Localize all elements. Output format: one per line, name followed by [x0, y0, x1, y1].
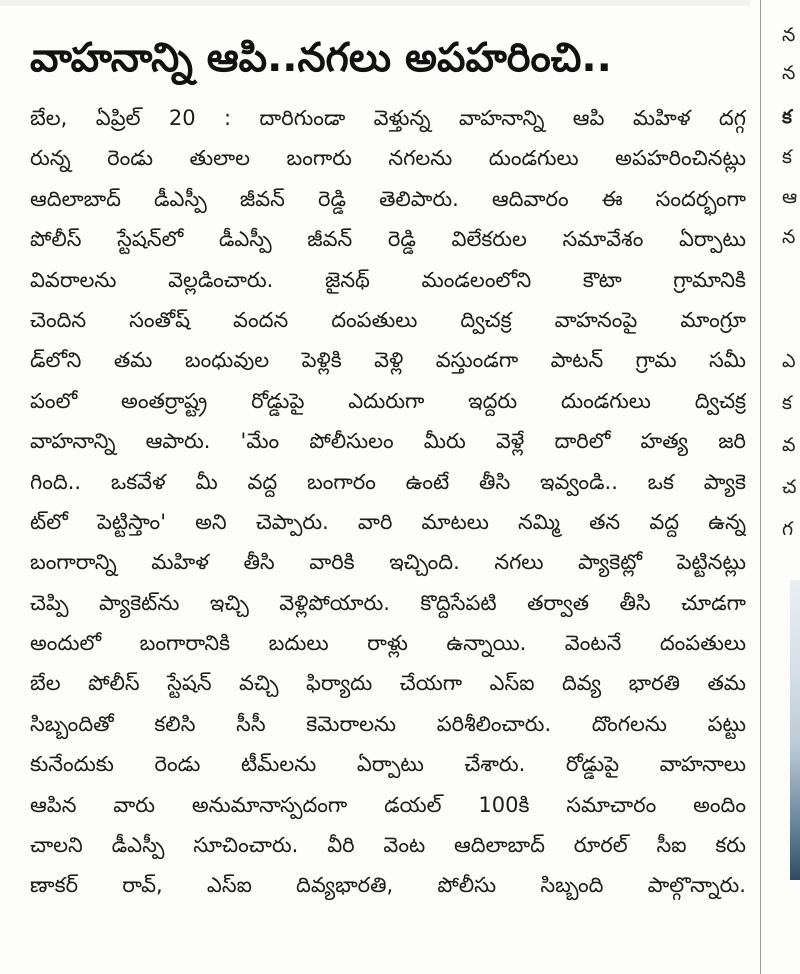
adjacent-text-fragment: వ	[782, 434, 796, 456]
adjacent-text-fragment: చ	[782, 476, 797, 498]
adjacent-text-fragment: న	[782, 24, 796, 46]
article-line: అందులో బంగారానికి బదులు రాళ్లు ఉన్నాయి. వెంటనే దంపతులు	[30, 631, 746, 656]
article-line: రున్న రెండు తులాల బంగారు నగలను దుండగులు అపహరించినట్లు	[30, 146, 746, 171]
article-line: సిబ్బందితో కలిసి సీసీ కెమెరాలను పరిశీలించారు. దొంగలను పట్టు	[30, 711, 746, 736]
adjacent-article-column	[766, 0, 800, 974]
article-body	[30, 98, 746, 906]
article-line: బేల పోలీస్ స్టేషన్ వచ్చి ఫిర్యాదు చేయగా ఎస్ఐ దివ్య భారతి తమ	[30, 671, 746, 696]
article-line: ఆపిన వారు అనుమానాస్పదంగా డయల్ 100కి సమాచారం అందిం	[30, 792, 746, 817]
article-headline: వాహనాన్ని ఆపి..నగలు అపహరించి..	[30, 35, 612, 81]
article-column	[22, 0, 750, 974]
adjacent-text-fragment: గ	[782, 518, 794, 540]
article-line: ట్‌లో పెట్టిస్తాం' అని చెప్పారు. వారి మాటలు నమ్మి తన వద్ద ఉన్న	[30, 509, 746, 534]
column-divider	[760, 0, 761, 974]
adjacent-text-fragment: క	[782, 106, 792, 128]
article-line: చాలని డీఎస్పీ సూచించారు. వీరి వెంట ఆదిలాబాద్ రూరల్ సీఐ కరు	[30, 833, 746, 858]
article-line: బంగారాన్ని మహిళ తీసి వారికి ఇచ్చింది. నగలు ప్యాకెట్లో పెట్టినట్లు	[30, 550, 746, 575]
adjacent-text-fragment: న	[782, 62, 796, 84]
adjacent-text-fragment: ఆ	[782, 186, 798, 208]
article-line: చెప్పి ప్యాకెట్‌ను ఇచ్చి వెళ్లిపోయారు. కొద్దిసేపటి తర్వాత తీసి చూడగా	[30, 590, 746, 615]
article-line: వివరాలను వెల్లడించారు. జైనథ్ మండలంలోని కౌటా గ్రామానికి	[30, 267, 746, 292]
article-line: చెందిన సంతోష్ వందన దంపతులు ద్విచక్ర వాహనంపై మాంగ్రూ	[30, 307, 746, 332]
adjacent-text-fragment: క	[782, 146, 792, 168]
article-line: పోలీస్ స్టేషన్‌లో డీఎస్పీ జీవన్ రెడ్డి విలేకరుల సమావేశం ఏర్పాటు	[30, 227, 746, 252]
article-line: డ్‌లోని తమ బంధువుల పెళ్లికి వెళ్లి వస్తుండగా పాటన్ గ్రామ సమీ	[30, 348, 746, 373]
adjacent-text-fragment: ఎ	[782, 350, 796, 372]
article-line: కునేందుకు రెండు టీమ్‌లను ఏర్పాటు చేశారు. రోడ్డుపై వాహనాలు	[30, 752, 746, 777]
adjacent-text-fragment: న	[782, 226, 796, 248]
article-line: వాహనాన్ని ఆపారు. 'మేం పోలీసులం మీరు వెళ్లే దారిలో హత్య జరి	[30, 429, 746, 454]
article-line: పంలో అంతర్రాష్ట్ర రోడ్డుపై ఎదురుగా ఇద్దరు దుండగులు ద్విచక్ర	[30, 388, 746, 413]
adjacent-text-fragment: క	[782, 392, 792, 414]
adjacent-photo-edge	[790, 580, 800, 880]
article-line: బేల, ఏప్రిల్ 20 : దారిగుండా వెళ్తున్న వాహనాన్ని ఆపి మహిళ దగ్గ	[30, 106, 746, 130]
article-line: గింది.. ఒకవేళ మీ వద్ద బంగారం ఉంటే తీసి ఇవ్వండి.. ఒక ప్యాకె	[30, 469, 746, 494]
article-line: ణాకర్ రావ్, ఎస్ఐ దివ్యభారతి, పోలీసు సిబ్బంది పాల్గొన్నారు.	[30, 873, 746, 898]
article-line: ఆదిలాబాద్ డీఎస్పీ జీవన్ రెడ్డి తెలిపారు. ఆదివారం ఈ సందర్భంగా	[30, 186, 746, 211]
